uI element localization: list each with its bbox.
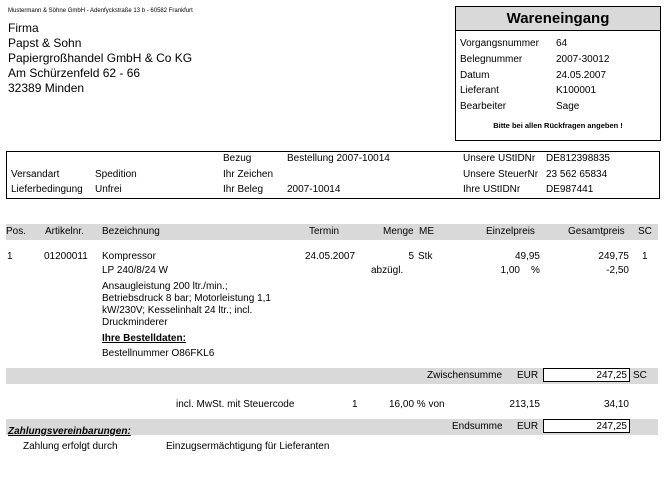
abzug-value: -2,50	[606, 265, 629, 276]
col-gesamtpreis: Gesamtpreis	[568, 226, 625, 237]
info-label: Datum	[460, 70, 490, 81]
recipient-line-1: Firma	[8, 21, 39, 35]
info-value: K100001	[556, 85, 597, 96]
bezug-value: Bestellung 2007-10014	[287, 153, 390, 164]
info-label: Lieferant	[460, 85, 499, 96]
box-note: Bitte bei allen Rückfragen angeben !	[493, 121, 623, 130]
abzug-label: abzügl.	[371, 265, 404, 276]
col-me: ME	[419, 226, 434, 237]
payment-value: Einzugsermächtigung für Lieferanten	[166, 441, 330, 452]
info-value: 2007-30012	[556, 54, 610, 65]
table-header	[6, 224, 658, 240]
endsumme-currency: EUR	[517, 421, 539, 432]
steuernr-label: Unsere SteuerNr	[463, 169, 539, 180]
tax-base: 213,15	[509, 399, 540, 410]
zwischensumme-label: Zwischensumme	[427, 370, 503, 381]
item-sc: 1	[642, 251, 648, 262]
tax-label: incl. MwSt. mit Steuercode	[176, 399, 295, 410]
item-bezeichnung-2: LP 240/8/24 W	[102, 265, 168, 276]
document-title: Wareneingang	[456, 7, 660, 31]
col-menge: Menge	[383, 226, 414, 237]
item-me: Stk	[418, 251, 433, 262]
item-termin: 24.05.2007	[305, 251, 356, 262]
item-desc-line: Ansaugleistung 200 ltr./min.;	[102, 281, 228, 292]
zwischensumme-currency: EUR	[517, 370, 539, 381]
col-artikelnr: Artikelnr.	[45, 226, 84, 237]
ihr-beleg-value: 2007-10014	[287, 184, 341, 195]
bestellnummer: Bestellnummer O86FKL6	[102, 348, 215, 359]
col-einzelpreis: Einzelpreis	[486, 226, 535, 237]
info-value: Sage	[556, 101, 580, 112]
item-desc-line: Druckminderer	[102, 317, 168, 328]
reference-box	[6, 151, 660, 199]
ustid-value: DE812398835	[546, 153, 610, 164]
recipient-line-3: Papiergroßhandel GmbH & Co KG	[8, 51, 193, 65]
versandart-label: Versandart	[11, 169, 60, 180]
ihre-ustid-value: DE987441	[546, 184, 594, 195]
document-info-box	[455, 6, 661, 141]
ihr-zeichen-label: Ihr Zeichen	[223, 169, 274, 180]
ihr-beleg-label: Ihr Beleg	[223, 184, 264, 195]
ustid-label: Unsere UStIDNr	[463, 153, 536, 164]
item-einzelpreis: 49,95	[514, 251, 540, 262]
info-value: 24.05.2007	[556, 70, 607, 81]
zwischensumme-value: 247,25	[543, 368, 630, 382]
sender-line: Mustermann & Söhne GmbH - Adenfyckstraße 13 b - 60582 Frankfurt	[8, 8, 193, 14]
item-gesamtpreis: 249,75	[598, 251, 629, 262]
item-menge: 5	[408, 251, 414, 262]
col-sc: SC	[638, 226, 652, 237]
col-pos: Pos.	[6, 226, 27, 237]
col-bezeichnung: Bezeichnung	[102, 226, 160, 237]
lieferbedingung-label: Lieferbedingung	[11, 184, 83, 195]
item-pos: 1	[7, 251, 13, 262]
info-label: Bearbeiter	[460, 101, 507, 112]
versandart-value: Spedition	[95, 169, 137, 180]
item-artikelnr: 01200011	[44, 251, 88, 262]
recipient-line-5: 32389 Minden	[8, 81, 85, 95]
lieferbedingung-value: Unfrei	[95, 184, 122, 195]
bezug-label: Bezug	[223, 153, 252, 164]
recipient-line-4: Am Schürzenfeld 62 - 66	[8, 66, 141, 80]
abzug-percent: 1,00	[500, 265, 520, 276]
info-label: Vorgangsnummer	[460, 38, 539, 49]
abzug-unit: %	[531, 265, 540, 276]
bestelldaten-title: Ihre Bestelldaten:	[102, 333, 186, 344]
info-label: Belegnummer	[460, 54, 523, 65]
item-bezeichnung: Kompressor	[102, 251, 156, 262]
info-value: 64	[556, 38, 568, 49]
zwischensumme-row	[6, 368, 658, 384]
ihre-ustid-label: Ihre UStIDNr	[463, 184, 521, 195]
steuernr-value: 23 562 65834	[546, 169, 608, 180]
col-termin: Termin	[309, 226, 340, 237]
payment-label: Zahlung erfolgt durch	[23, 441, 118, 452]
recipient-line-2: Papst & Sohn	[8, 36, 82, 50]
zwischensumme-sc: SC	[633, 370, 647, 381]
endsumme-value: 247,25	[543, 419, 630, 433]
tax-rate: 16,00 % von	[389, 399, 445, 410]
item-desc-line: kW/230V; Kesselinhalt 24 ltr.; incl.	[102, 305, 253, 316]
tax-amount: 34,10	[603, 399, 629, 410]
tax-code: 1	[352, 399, 358, 410]
endsumme-label: Endsumme	[452, 421, 503, 432]
item-desc-line: Betriebsdruck 8 bar; Motorleistung 1,1	[102, 293, 271, 304]
payment-title: Zahlungsvereinbarungen:	[8, 426, 131, 437]
